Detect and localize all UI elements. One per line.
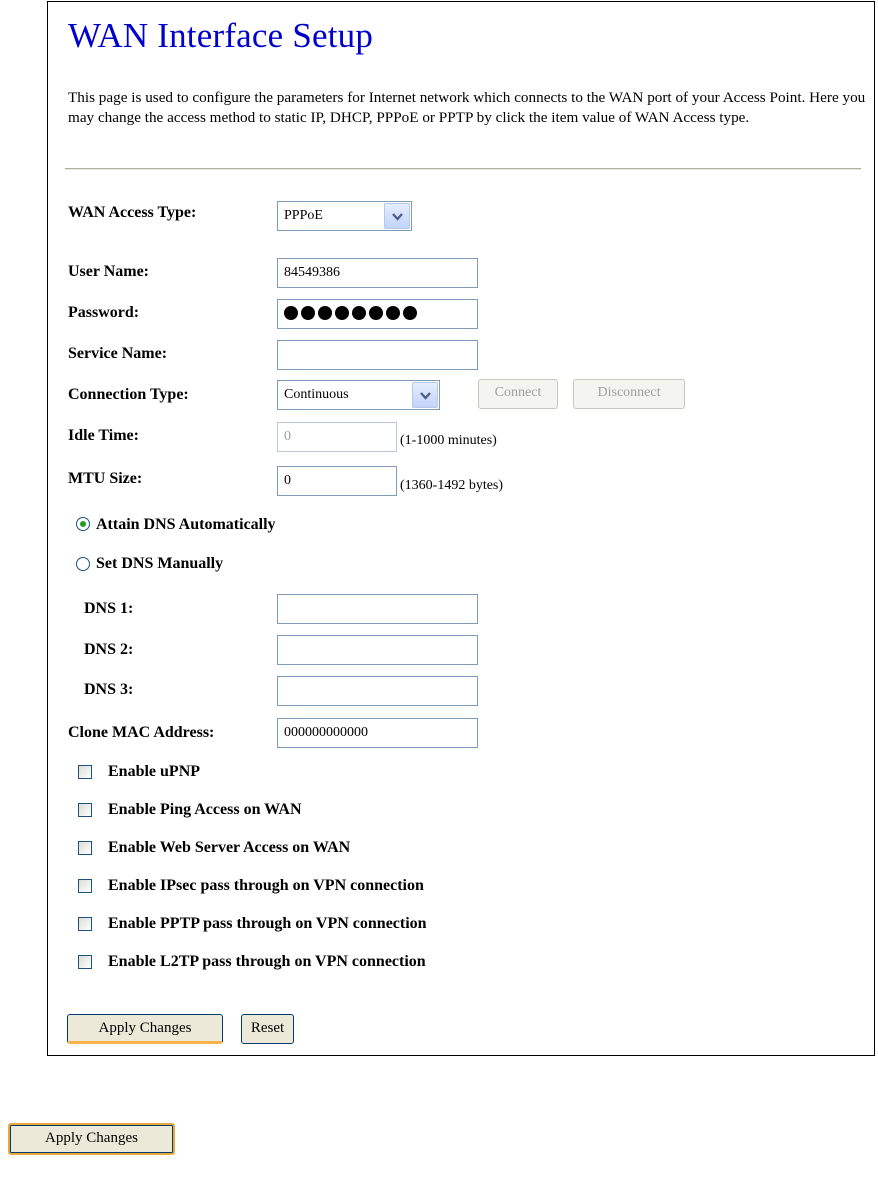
enable-ping-checkbox[interactable]	[78, 803, 92, 817]
enable-pptp-label[interactable]: Enable PPTP pass through on VPN connection	[108, 915, 427, 932]
apply-changes-button-zoomed[interactable]: Apply Changes	[8, 1123, 175, 1155]
wan-access-type-value: PPPoE	[284, 208, 323, 223]
chevron-down-icon[interactable]	[384, 203, 410, 229]
user-name-label: User Name:	[68, 263, 150, 280]
connection-type-label: Connection Type:	[68, 386, 189, 403]
password-mask-dot	[386, 306, 400, 320]
idle-time-hint: (1-1000 minutes)	[400, 433, 497, 448]
enable-ipsec-checkbox[interactable]	[78, 879, 92, 893]
password-mask-dot	[284, 306, 298, 320]
enable-upnp-label[interactable]: Enable uPNP	[108, 763, 201, 780]
dns3-label: DNS 3:	[84, 681, 134, 698]
page-description: This page is used to configure the parameters for Internet network which connects to the WAN port of your Access Point. Here you may change the access method to static IP, DHCP, PPPoE or PPTP by click the item value of WAN Access type.	[68, 89, 866, 126]
user-name-input[interactable]: 84549386	[277, 258, 478, 288]
password-mask-dot	[301, 306, 315, 320]
password-mask-dot	[403, 306, 417, 320]
enable-upnp-checkbox[interactable]	[78, 765, 92, 779]
password-mask-dot	[369, 306, 383, 320]
connection-type-select[interactable]	[277, 380, 440, 410]
dns3-input[interactable]	[277, 676, 478, 706]
reset-button[interactable]: Reset	[241, 1014, 294, 1044]
chevron-down-icon[interactable]	[412, 382, 438, 408]
connect-button[interactable]: Connect	[478, 379, 558, 409]
enable-web-server-label[interactable]: Enable Web Server Access on WAN	[108, 839, 351, 856]
enable-ipsec-label[interactable]: Enable IPsec pass through on VPN connection	[108, 877, 424, 894]
enable-web-server-checkbox[interactable]	[78, 841, 92, 855]
page-title: WAN Interface Setup	[68, 16, 374, 55]
enable-l2tp-checkbox[interactable]	[78, 955, 92, 969]
mtu-size-hint: (1360-1492 bytes)	[400, 478, 504, 493]
enable-pptp-checkbox[interactable]	[78, 917, 92, 931]
password-mask-dot	[335, 306, 349, 320]
dns2-label: DNS 2:	[84, 641, 134, 658]
password-label: Password:	[68, 304, 140, 321]
dns-auto-label[interactable]: Attain DNS Automatically	[96, 516, 276, 533]
enable-ping-label[interactable]: Enable Ping Access on WAN	[108, 801, 302, 818]
idle-time-label: Idle Time:	[68, 427, 139, 444]
connection-type-value: Continuous	[284, 387, 349, 402]
radio-selected-dot	[80, 521, 86, 527]
password-input[interactable]	[277, 299, 478, 329]
wan-access-type-select[interactable]	[277, 201, 412, 231]
dns-manual-radio[interactable]	[76, 557, 90, 571]
mtu-size-input[interactable]: 0	[277, 466, 397, 496]
enable-l2tp-label[interactable]: Enable L2TP pass through on VPN connection	[108, 953, 426, 970]
wan-setup-panel	[47, 1, 875, 1056]
wan-access-type-label: WAN Access Type:	[68, 204, 197, 221]
dns1-label: DNS 1:	[84, 600, 134, 617]
dns2-input[interactable]	[277, 635, 478, 665]
dns-auto-radio[interactable]	[76, 517, 90, 531]
password-mask-dot	[352, 306, 366, 320]
clone-mac-input[interactable]: 000000000000	[277, 718, 478, 748]
password-mask-dot	[318, 306, 332, 320]
apply-changes-button[interactable]: Apply Changes	[67, 1014, 223, 1044]
service-name-label: Service Name:	[68, 345, 168, 362]
idle-time-input[interactable]: 0	[277, 422, 397, 452]
service-name-input[interactable]	[277, 340, 478, 370]
mtu-size-label: MTU Size:	[68, 470, 143, 487]
dns-manual-label[interactable]: Set DNS Manually	[96, 555, 224, 572]
clone-mac-label: Clone MAC Address:	[68, 724, 215, 741]
divider	[65, 168, 861, 170]
disconnect-button[interactable]: Disconnect	[573, 379, 685, 409]
dns1-input[interactable]	[277, 594, 478, 624]
password-mask	[284, 306, 417, 320]
